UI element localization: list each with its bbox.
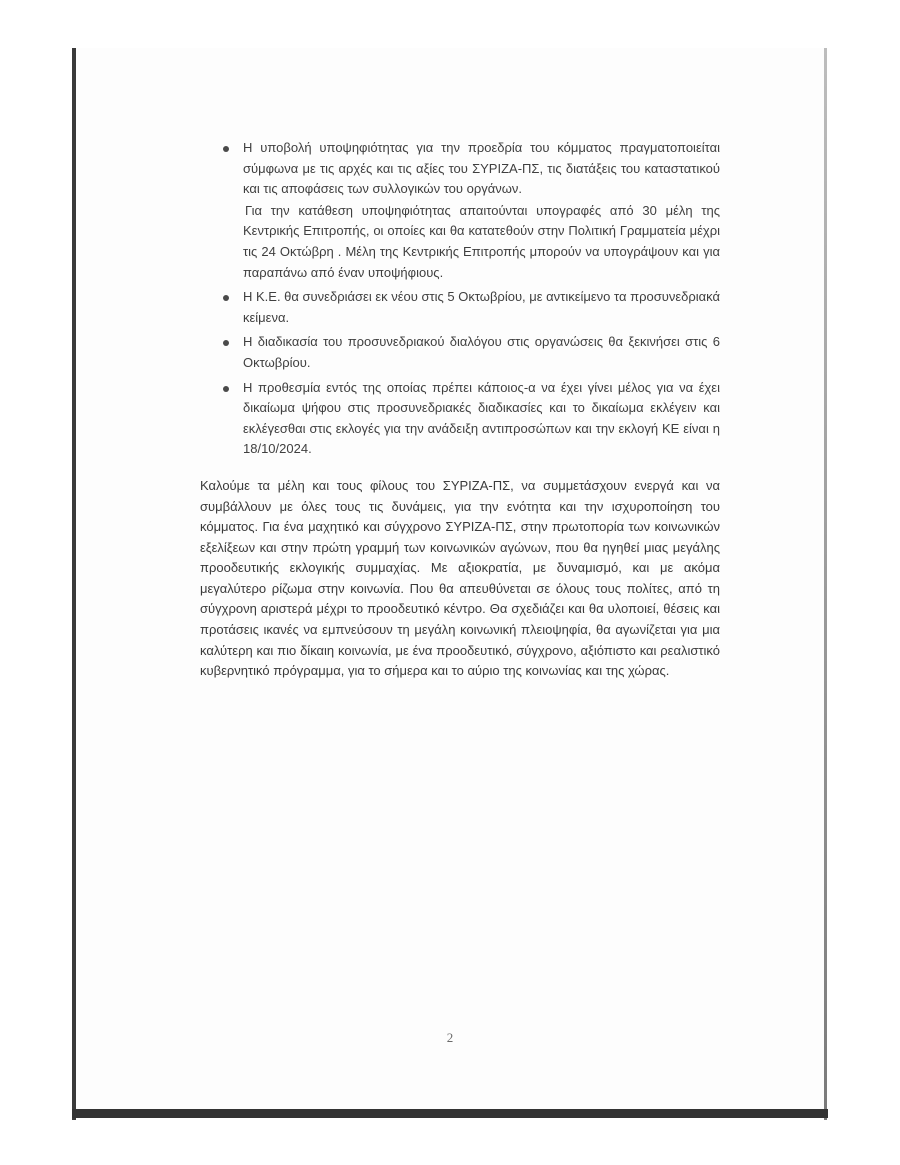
list-item xyxy=(200,332,720,373)
list-item xyxy=(200,378,720,460)
page-number: 2 xyxy=(446,1030,454,1045)
bullet-subparagraph: Για την κατάθεση υποψηφιότητας απαιτούνται υπογραφές από 30 μέλη της Κεντρικής Επιτροπής, οι οποίες και θα κατατεθούν στην Πολιτική Γραμματεία μέχρι τις 24 Οκτώβρη . Μέλη της Κεντρικής Επιτροπής μπορούν να υπογράψουν και για παραπάνω από έναν υποψήφιους. xyxy=(243,202,720,280)
bullet-list xyxy=(200,138,720,460)
bullet-text: Η διαδικασία του προσυνεδριακού διαλόγου στις οργανώσεις θα ξεκινήσει στις 6 Οκτωβρίου. xyxy=(243,334,720,370)
bullet-text: Η υποβολή υποψηφιότητας για την προεδρία του κόμματος πραγματοποιείται σύμφωνα με τις αρχές και τις αξίες του ΣΥΡΙΖΑ-ΠΣ, τις διατάξεις του καταστατικού και τις αποφάσεις των συλλογικών του οργάνων. xyxy=(243,140,720,197)
bullet-icon xyxy=(223,146,229,152)
bullet-icon xyxy=(223,386,229,392)
page-content xyxy=(200,138,720,682)
closing-paragraph: Καλούμε τα μέλη και τους φίλους του ΣΥΡΙΖΑ-ΠΣ, να συμμετάσχουν ενεργά και να συμβάλλουν με όλες τους τις δυνάμεις, για την ενότητα και την ισχυροποίηση του κόμματος. Για ένα μαχητικό και σύγχρονο ΣΥΡΙΖΑ-ΠΣ, στην πρωτοπορία των κοινωνικών εξελίξεων και στην πρώτη γραμμή των κοινωνικών αγώνων, που θα ηγηθεί μιας μεγάλης προοδευτικής εκλογικής συμμαχίας. Με αξιοκρατία, με δυναμισμό, και με ακόμα μεγαλύτερο ρίζωμα στην κοινωνία. Που θα απευθύνεται σε όλους τους πολίτες, από τη σύγχρονη αριστερά μέχρι το προοδευτικό κέντρο. Θα σχεδιάζει και θα υλοποιεί, θέσεις και προτάσεις ικανές να εμπνεύσουν τη μεγάλη κοινωνική πλειοψηφία, θα αγωνίζεται για μια καλύτερη και πιο δίκαιη κοινωνία, με ένα προοδευτικό, σύγχρονο, αξιόπιστο και ρεαλιστικό κυβερνητικό πρόγραμμα, για το σήμερα και το αύριο της κοινωνίας και της χώρας. xyxy=(200,477,720,679)
list-item xyxy=(200,287,720,328)
scan-edge-bottom xyxy=(72,1109,828,1118)
scan-edge-right xyxy=(824,48,827,1120)
bullet-text: Η Κ.Ε. θα συνεδριάσει εκ νέου στις 5 Οκτωβρίου, με αντικείμενο τα προσυνεδριακά κείμενα. xyxy=(243,289,721,325)
bullet-icon xyxy=(223,295,229,301)
bullet-text: Η προθεσμία εντός της οποίας πρέπει κάποιος-α να έχει γίνει μέλος για να έχει δικαίωμα ψήφου στις προσυνεδριακές διαδικασίες και το δικαίωμα εκλέγειν και εκλέγεσθαι στις εκλογές για την ανάδειξη αντιπροσώπων και την εκλογή ΚΕ είναι η 18/10/2024. xyxy=(243,379,720,457)
list-item xyxy=(200,138,720,283)
bullet-icon xyxy=(223,340,229,346)
